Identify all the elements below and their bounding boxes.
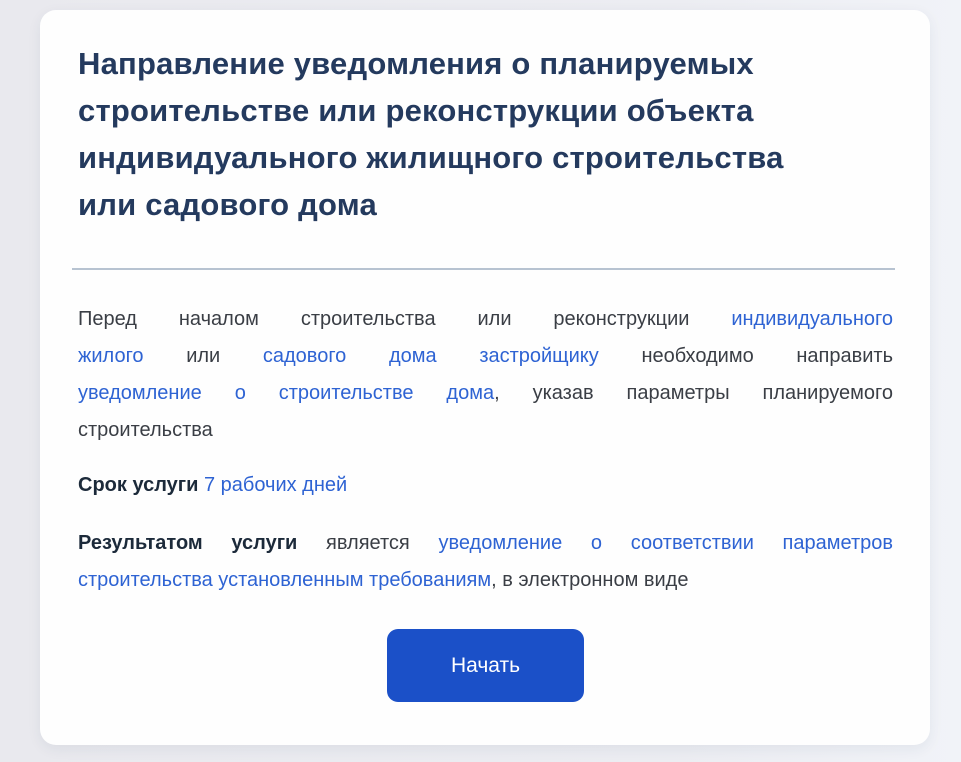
inline-link[interactable]: садового дома [262, 345, 437, 367]
text-line: или садового дома [78, 187, 377, 222]
divider [72, 268, 895, 270]
text-line [78, 338, 893, 375]
text-line: индивидуального жилищного строительства [78, 140, 784, 175]
inline-link[interactable]: 7 рабочих дней [203, 474, 348, 496]
inline-link[interactable]: строительства установленным требованиям [78, 569, 492, 591]
inline-link[interactable]: жилого [78, 345, 144, 367]
inline-link[interactable]: индивидуального [731, 308, 893, 330]
start-button[interactable]: Начать [387, 629, 584, 702]
inline-text: необходимо направить [598, 345, 893, 367]
inline-link[interactable]: уведомление о соответствии параметров [438, 532, 893, 554]
inline-link[interactable]: застройщику [479, 345, 599, 367]
service-title [78, 40, 893, 228]
text-line [78, 412, 893, 449]
text-line [78, 375, 893, 412]
inline-text [437, 345, 480, 367]
text-line [78, 562, 893, 599]
bold-label: Результатом услуги [78, 532, 298, 554]
inline-text: Перед началом строительства или реконструкции [78, 308, 732, 330]
inline-text: является [297, 532, 439, 554]
service-result [78, 525, 893, 599]
service-description [78, 301, 893, 449]
inline-text: , в электронном виде [491, 569, 689, 591]
inline-text: строительства [78, 419, 213, 441]
text-line: строительстве или реконструкции объекта [78, 93, 754, 128]
inline-link[interactable]: уведомление о строительстве дома [78, 382, 495, 404]
text-line [78, 301, 893, 338]
text-line: Направление уведомления о планируемых [78, 46, 754, 81]
service-term-line [78, 467, 893, 504]
service-card [40, 10, 930, 745]
bold-label: Срок услуги [78, 474, 199, 496]
text-line [78, 525, 893, 562]
inline-text: , указав параметры планируемого [494, 382, 893, 404]
inline-text: или [143, 345, 263, 367]
